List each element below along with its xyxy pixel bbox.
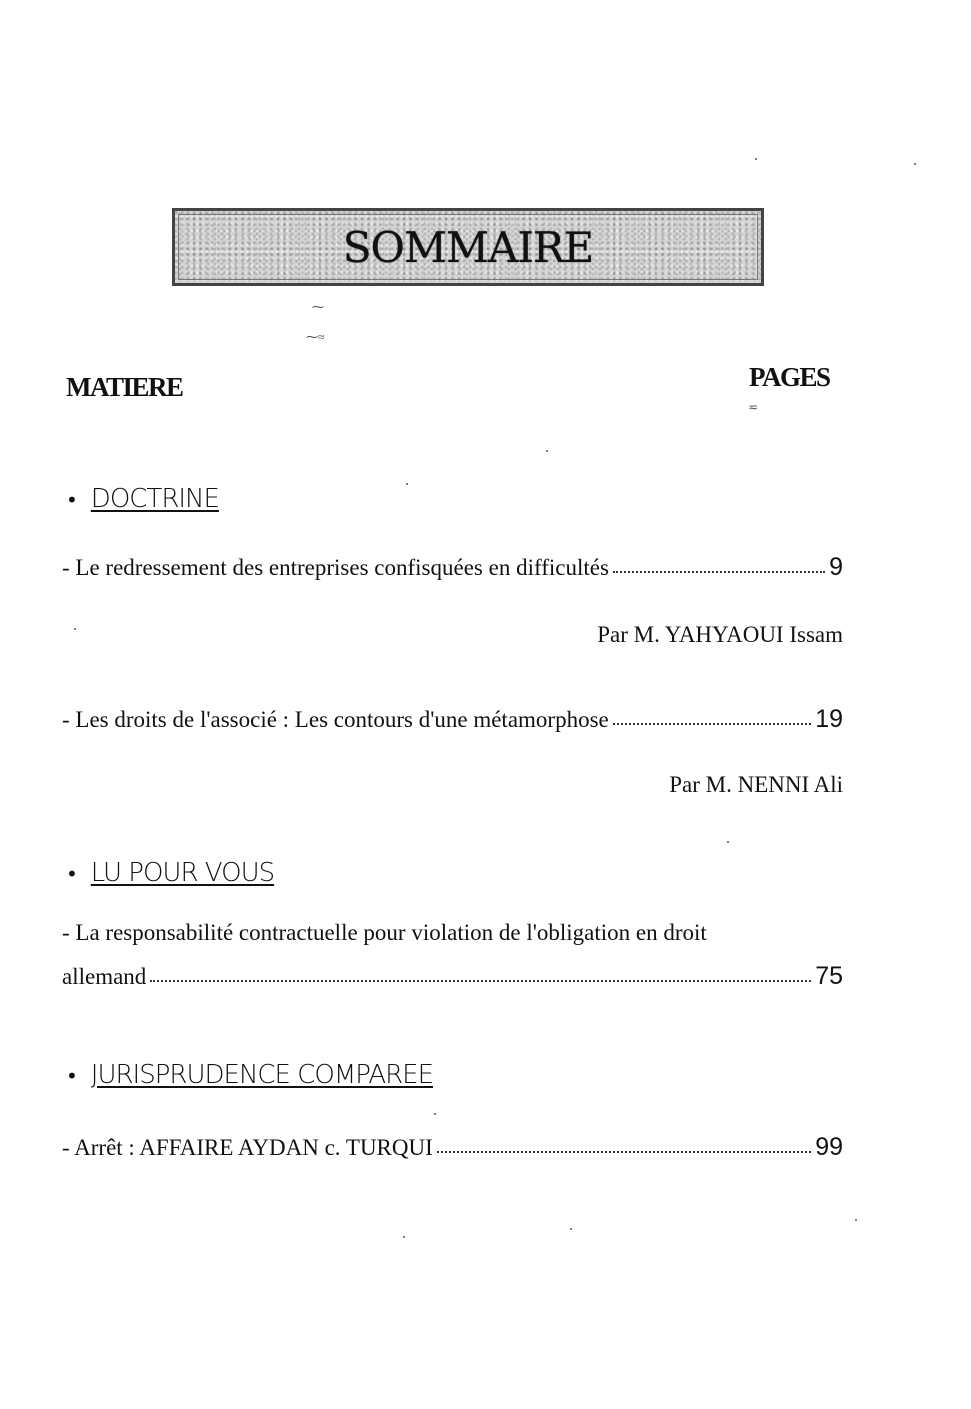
toc-entry[interactable] (62, 962, 843, 991)
entry-author: Par M. YAHYAOUI Issam (597, 622, 843, 647)
section-label: DOCTRINE (90, 484, 219, 514)
column-header-pages: PAGES (749, 362, 830, 392)
title-banner (172, 208, 764, 286)
scan-speck (74, 628, 76, 630)
section-label: LU POUR VOUS (90, 858, 275, 888)
scan-speck (727, 841, 729, 843)
bullet: • (66, 488, 77, 512)
toc-entry[interactable] (62, 1133, 843, 1162)
section-jurisprudence-comparee (66, 1060, 433, 1090)
dot-leader (437, 1151, 811, 1153)
entry-title: allemand (62, 964, 147, 989)
dot-leader (613, 723, 811, 725)
entry-title: - Le redressement des entreprises confisquées en difficultés (62, 555, 609, 580)
toc-entry[interactable] (62, 553, 843, 582)
scan-mark: ⁓≈ (306, 330, 325, 344)
section-doctrine (66, 484, 219, 514)
entry-title-line: - La responsabilité contractuelle pour violation de l'obligation en droit (62, 920, 707, 945)
scan-speck (406, 483, 408, 485)
scan-speck (755, 158, 757, 160)
scan-speck (434, 1113, 436, 1115)
entry-title: - Les droits de l'associé : Les contours d'une métamorphose (62, 707, 609, 732)
scan-mark: ⁓ (312, 300, 324, 314)
scan-speck (546, 450, 548, 452)
scan-speck (914, 163, 916, 165)
toc-entry[interactable] (62, 705, 843, 734)
scan-speck (855, 1219, 857, 1221)
scan-speck (403, 1236, 405, 1238)
entry-page: 99 (815, 1133, 843, 1161)
section-label: JURISPRUDENCE COMPAREE (90, 1060, 434, 1090)
dot-leader (150, 980, 811, 982)
entry-author: Par M. NENNI Ali (669, 772, 843, 797)
bullet: • (66, 862, 77, 886)
dot-leader (613, 571, 825, 573)
entry-title: - Arrêt : AFFAIRE AYDAN c. TURQUI (62, 1135, 433, 1160)
column-header-matiere: MATIERE (66, 372, 183, 402)
bullet: • (66, 1064, 77, 1088)
section-lu-pour-vous (66, 858, 274, 888)
scan-speck (570, 1228, 572, 1230)
entry-page: 9 (829, 553, 843, 581)
page-title: SOMMAIRE (342, 222, 594, 272)
entry-page: 19 (815, 705, 843, 733)
entry-page: 75 (815, 962, 843, 990)
scan-mark: ≂ (748, 400, 759, 414)
